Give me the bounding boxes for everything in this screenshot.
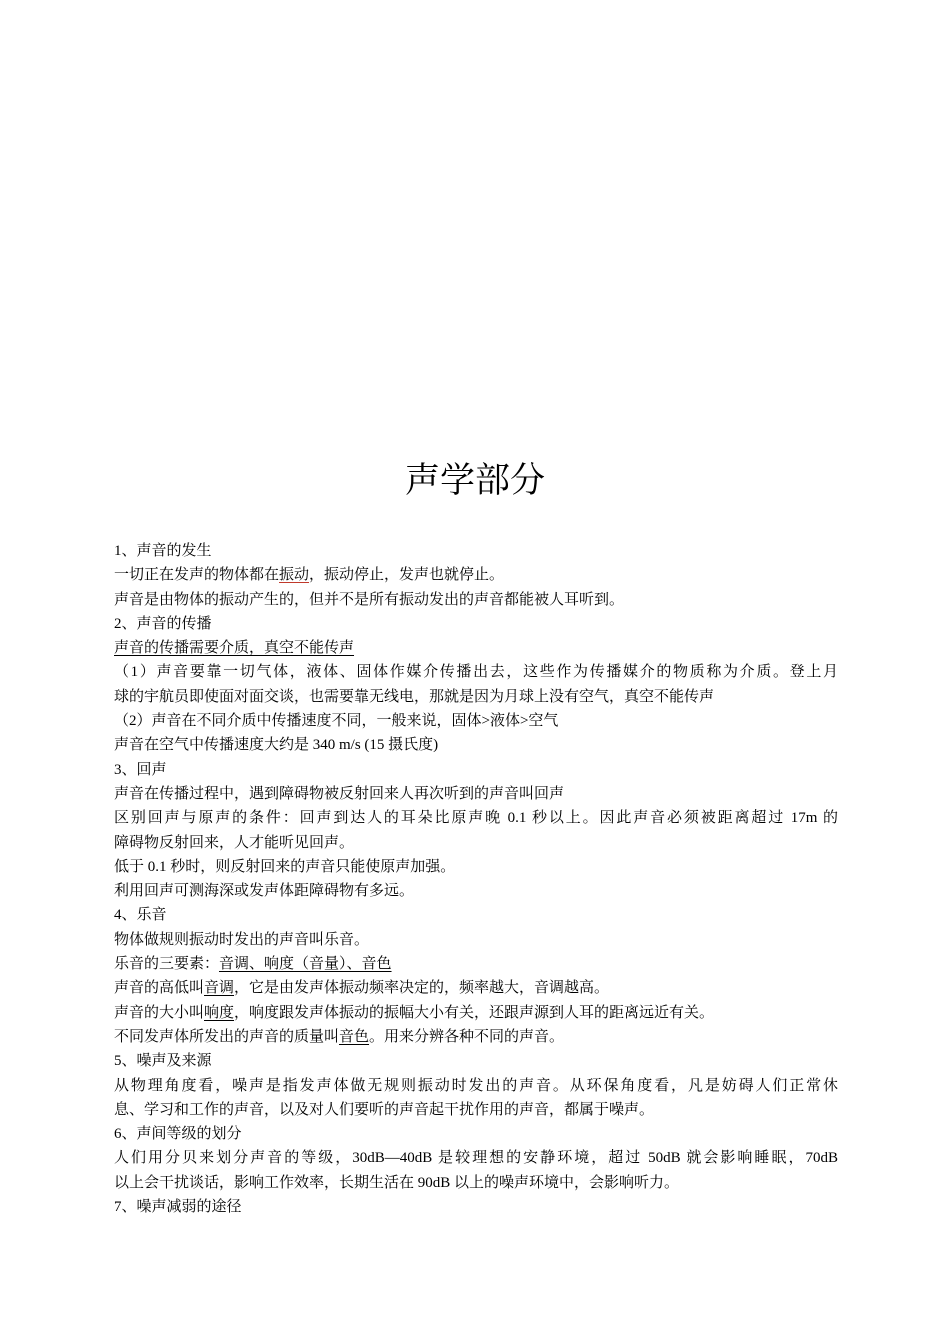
section-3-heading: 3、回声 — [114, 761, 167, 778]
section-7-heading: 7、噪声减弱的途径 — [114, 1199, 242, 1216]
key-term-three-elements: 音调、响度（音量）、音色 — [219, 956, 392, 973]
key-term-timbre: 音色 — [339, 1028, 370, 1045]
key-term-pitch: 音调 — [204, 980, 235, 997]
text-run: 。用来分辨各种不同的声音。 — [369, 1028, 565, 1045]
section-3-paragraph-3: 低于 0.1 秒时，则反射回来的声音只能使原声加强。 — [114, 858, 456, 875]
section-4-paragraph-1: 物体做规则振动时发出的声音叫乐音。 — [114, 931, 370, 948]
document-body — [114, 539, 838, 1219]
section-4-paragraph-3 — [114, 976, 838, 1000]
section-2-key-statement — [114, 636, 838, 660]
section-3-paragraph-2-line-2: 障碍物反射回来，人才能听见回声。 — [114, 834, 355, 851]
key-term-vibration: 振动 — [279, 567, 310, 584]
text-run: ，响度跟发声体振动的振幅大小有关，还跟声源到人耳的距离远近有关。 — [234, 1004, 715, 1021]
section-2-paragraph-1-line-2: 球的宇航员即使面对面交谈，也需要靠无线电，那就是因为月球上没有空气，真空不能传声 — [114, 688, 715, 705]
section-6-heading: 6、声间等级的划分 — [114, 1126, 242, 1143]
section-2-heading: 2、声音的传播 — [114, 615, 212, 632]
text-run: 一切正在发声的物体都在 — [114, 567, 280, 584]
text-run: ，振动停止，发声也就停止。 — [309, 567, 505, 584]
key-statement: 声音的传播需要介质，真空不能传声 — [114, 640, 355, 657]
section-3-paragraph-1: 声音在传播过程中，遇到障碍物被反射回来人再次听到的声音叫回声 — [114, 785, 565, 802]
section-2-paragraph-3: 声音在空气中传播速度大约是 340 m/s (15 摄氏度) — [114, 737, 439, 754]
section-6-paragraph-1-line-2: 以上会干扰谈话，影响工作效率，长期生活在 90dB 以上的噪声环境中，会影响听力。 — [114, 1174, 680, 1191]
section-4-paragraph-2 — [114, 952, 838, 976]
section-1-paragraph-1 — [114, 563, 838, 587]
page-title: 声学部分 — [404, 461, 545, 501]
key-term-loudness: 响度 — [204, 1004, 235, 1021]
section-2-paragraph-2: （2）声音在不同介质中传播速度不同，一般来说，固体>液体>空气 — [114, 713, 559, 730]
section-1-paragraph-2: 声音是由物体的振动产生的，但并不是所有振动发出的声音都能被人耳听到。 — [114, 591, 625, 608]
text-run: 不同发声体所发出的声音的质量叫 — [114, 1028, 340, 1045]
section-1-heading: 1、声音的发生 — [114, 543, 212, 559]
section-4-paragraph-5 — [114, 1025, 838, 1049]
section-5-paragraph-1-line-2: 息、学习和工作的声音，以及对人们要听的声音起干扰作用的声音，都属于噪声。 — [114, 1101, 655, 1118]
section-4-heading: 4、乐音 — [114, 907, 167, 924]
section-4-paragraph-4 — [114, 1001, 838, 1025]
section-6-paragraph-1-line-1: 人们用分贝来划分声音的等级，30dB—40dB 是较理想的安静环境，超过 50dB 就会影响睡眠，70dB — [114, 1150, 838, 1167]
text-run: 声音的大小叫 — [114, 1004, 205, 1021]
section-5-heading: 5、噪声及来源 — [114, 1053, 212, 1070]
text-run: ，它是由发声体振动频率决定的，频率越大，音调越高。 — [234, 980, 610, 997]
section-3-paragraph-4: 利用回声可测海深或发声体距障碍物有多远。 — [114, 883, 415, 900]
section-2-paragraph-1-line-1: （1）声音要靠一切气体，液体、固体作媒介传播出去，这些作为传播媒介的物质称为介质。登上月 — [114, 664, 838, 681]
section-3-paragraph-2-line-1: 区别回声与原声的条件：回声到达人的耳朵比原声晚 0.1 秒以上。因此声音必须被距离超过 17m 的 — [114, 810, 838, 827]
section-5-paragraph-1-line-1: 从物理角度看，噪声是指发声体做无规则振动时发出的声音。从环保角度看，凡是妨碍人们正常休 — [114, 1077, 838, 1094]
text-run: 乐音的三要素： — [114, 956, 220, 973]
text-run: 声音的高低叫 — [114, 980, 205, 997]
